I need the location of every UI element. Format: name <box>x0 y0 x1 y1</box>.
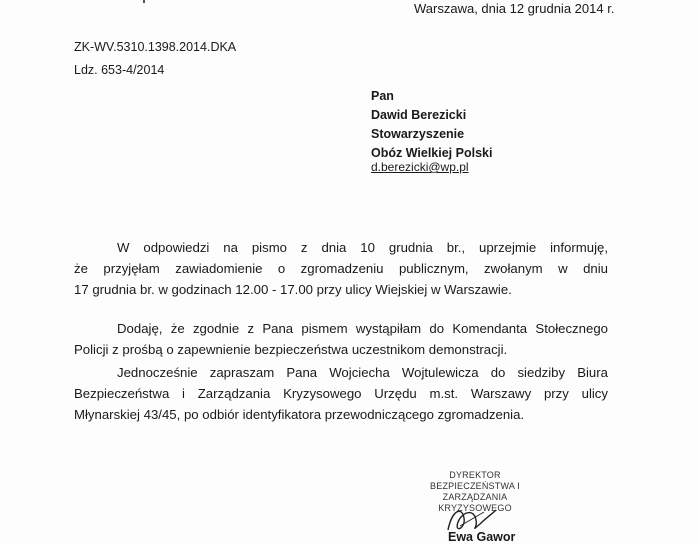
reference-number: ZK-WV.5310.1398.2014.DKA <box>74 40 237 54</box>
stamp-line: DYREKTOR <box>449 470 501 480</box>
paragraph-line: 17 grudnia br. w godzinach 12.00 - 17.00 przy ulicy Wiejskiej w Warszawie. <box>74 282 512 297</box>
paragraph-line: W odpowiedzi na pismo z dnia 10 grudnia br., uprzejmie informuję, <box>117 240 608 255</box>
body-paragraph-2 <box>74 318 608 360</box>
paragraph-line: Dodaję, że zgodnie z Pana pismem wystąpiłam do Komendanta Stołecznego <box>117 321 608 336</box>
scan-mark <box>143 0 145 3</box>
recipient-name: Dawid Berezicki <box>371 108 467 122</box>
registry-number: Ldz. 653-4/2014 <box>74 63 165 77</box>
paragraph-line: Bezpieczeństwa i Zarządzania Kryzysowego Urzędu m.st. Warszawy przy ulicy <box>74 386 608 401</box>
date-line: Warszawa, dnia 12 grudnia 2014 r. <box>414 1 615 16</box>
recipient-org-line-1: Stowarzyszenie <box>371 127 465 141</box>
paragraph-line: Jednocześnie zapraszam Pana Wojciecha Wojtulewicza do siedziby Biura <box>117 365 608 380</box>
recipient-email-link[interactable]: d.berezicki@wp.pl <box>371 160 469 174</box>
recipient-org-line-2: Obóz Wielkiej Polski <box>371 146 493 160</box>
stamp-line: KRYZYSOWEGO <box>438 503 512 513</box>
paragraph-line: Młynarskiej 43/45, po odbiór identyfikatora przewodniczącego zgromadzenia. <box>74 407 525 422</box>
paragraph-line: Policji z prośbą o zapewnienie bezpieczeństwa uczestnikom demonstracji. <box>74 342 508 357</box>
stamp-line: BEZPIECZEŃSTWA I ZARZĄDZANIA <box>430 481 520 502</box>
body-paragraph-1 <box>74 237 608 300</box>
recipient-salutation: Pan <box>371 89 394 103</box>
paragraph-line: że przyjęłam zawiadomienie o zgromadzeniu publicznym, zwołanym w dniu <box>74 261 608 276</box>
body-paragraph-3 <box>74 362 608 425</box>
signer-name: Ewa Gawor <box>448 530 516 544</box>
